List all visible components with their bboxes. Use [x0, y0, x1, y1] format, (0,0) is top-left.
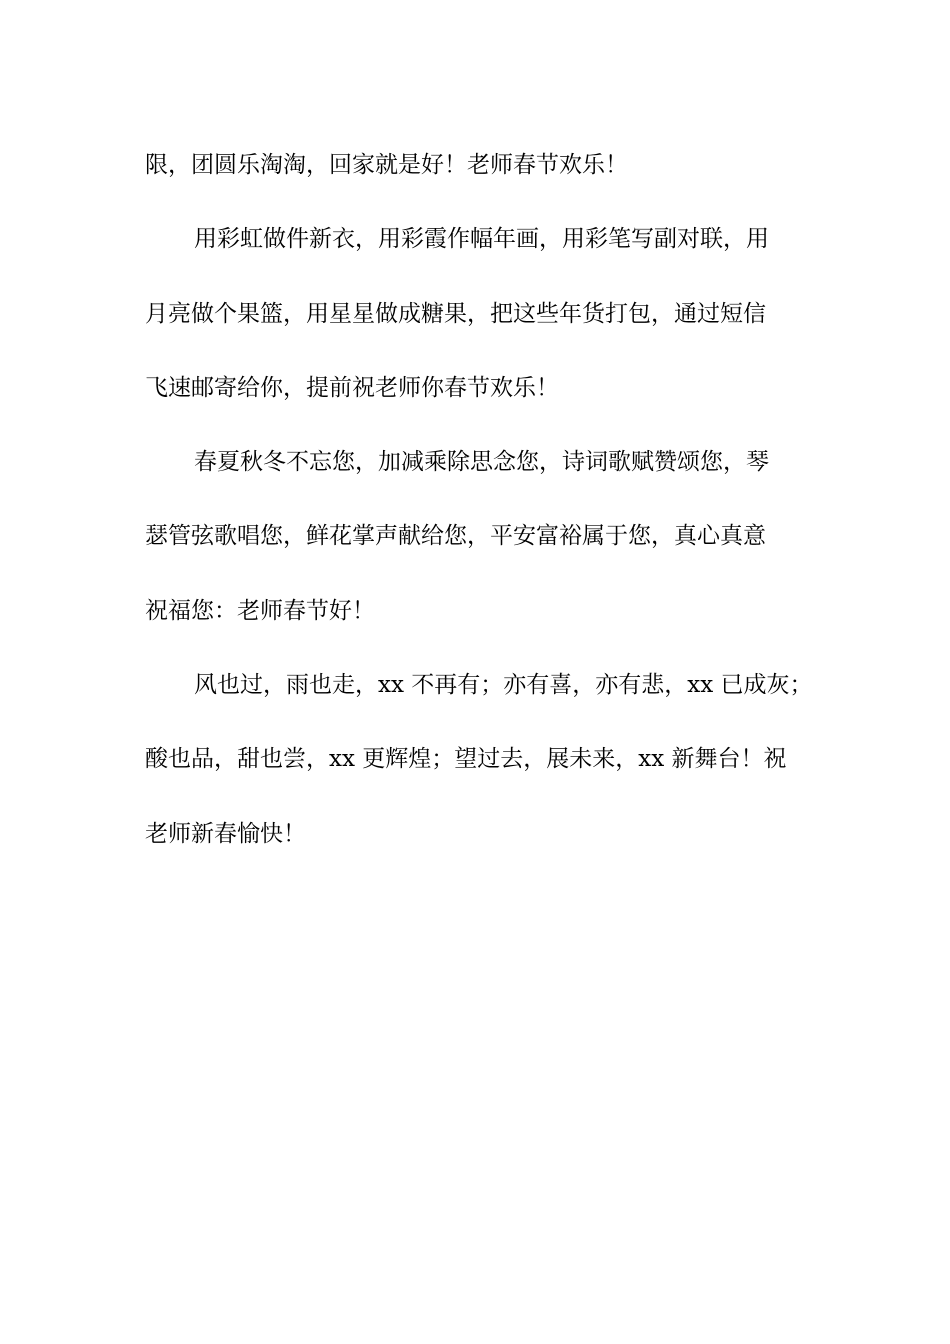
text-line: 飞速邮寄给你，提前祝老师你春节欢乐！ [145, 374, 559, 401]
paragraph-first-line: 用彩虹做件新衣，用彩霞作幅年画，用彩笔写副对联，用 [194, 226, 769, 253]
text-line: 限，团圆乐淘淘，回家就是好！老师春节欢乐！ [145, 152, 628, 178]
document-body [145, 128, 813, 871]
paragraph-first-line: 春夏秋冬不忘您，加减乘除思念您，诗词歌赋赞颂您，琴 [194, 449, 769, 476]
text-line: 酸也品，甜也尝，xx 更辉煌；望过去，展未来，xx 新舞台！祝 [145, 746, 787, 773]
text-line: 月亮做个果篮，用星星做成糖果，把这些年货打包，通过短信 [145, 300, 766, 327]
text-line: 祝福您：老师春节好！ [145, 597, 375, 624]
text-line: 老师新春愉快！ [145, 820, 306, 847]
paragraph-first-line: 风也过，雨也走，xx 不再有；亦有喜，亦有悲，xx 已成灰； [194, 672, 813, 699]
text-line: 瑟管弦歌唱您，鲜花掌声献给您，平安富裕属于您，真心真意 [145, 523, 766, 550]
